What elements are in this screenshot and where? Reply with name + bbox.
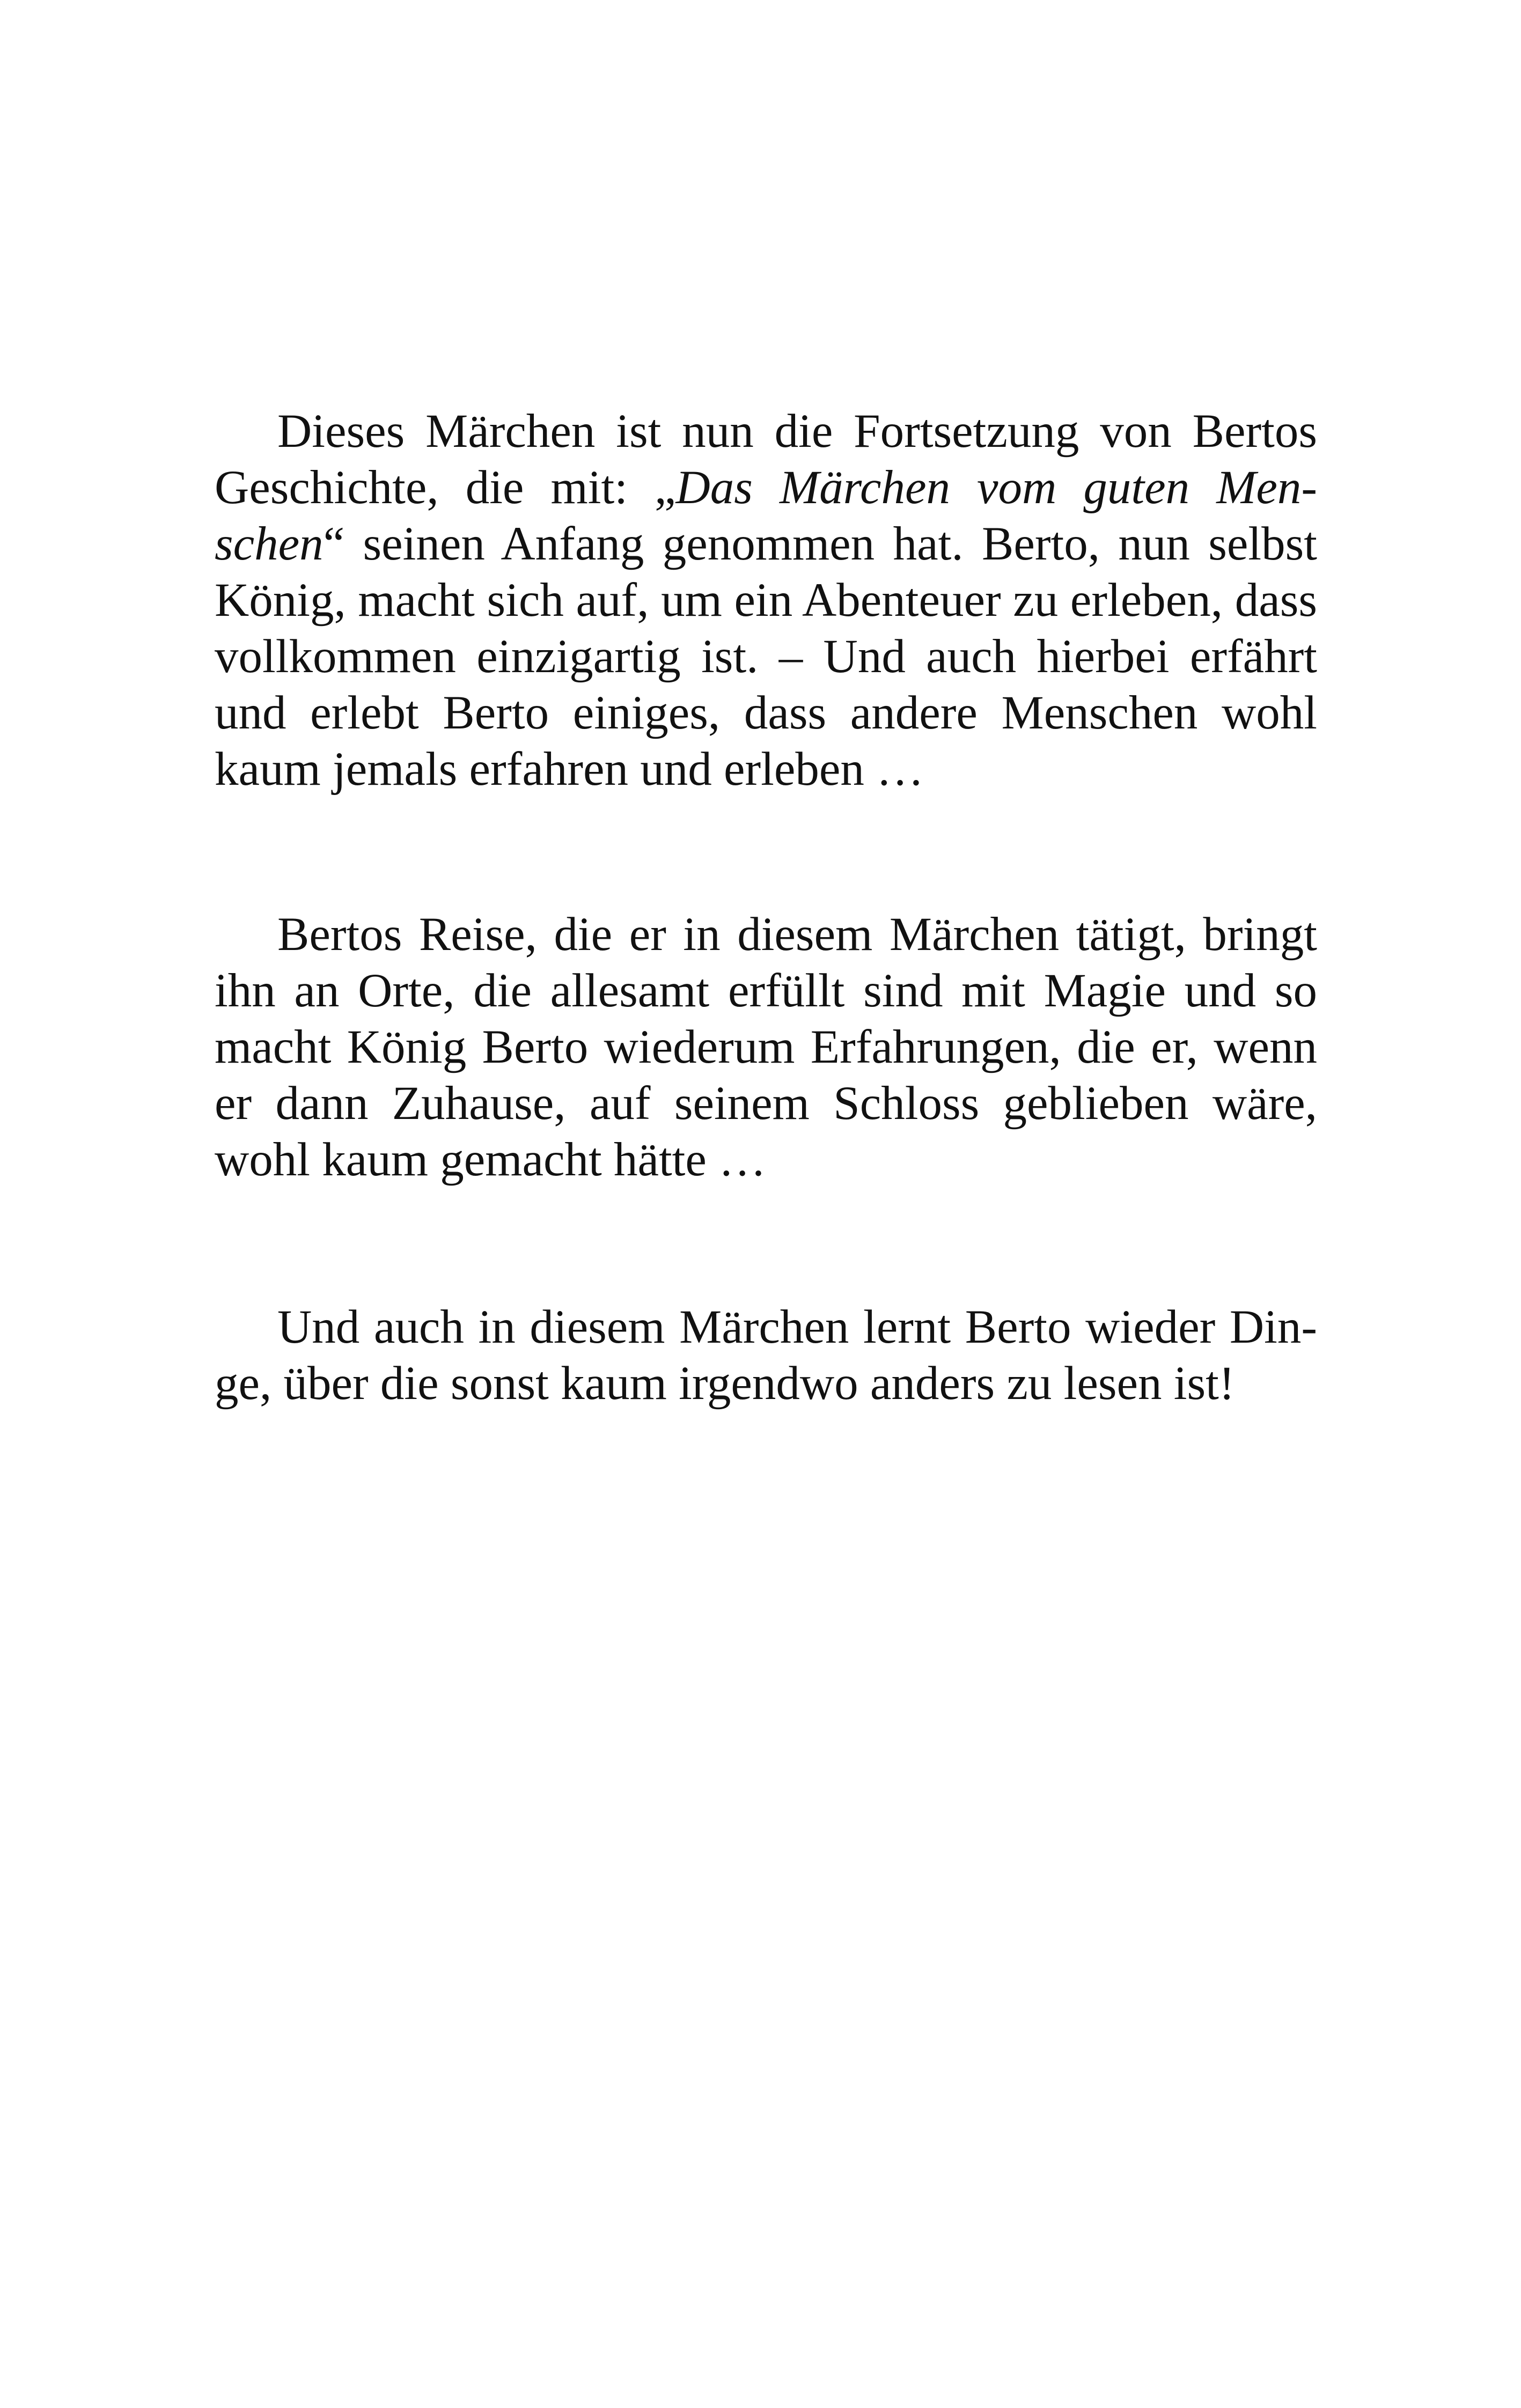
book-title-italic-end: schen xyxy=(215,518,324,570)
paragraph-2-line-1: Bertos Reise, die er in diesem Märchen tätigt, bringt xyxy=(277,908,1317,961)
paragraph-2-line-2: ihn an Orte, die allesamt erfüllt sind mit Magie und so xyxy=(215,964,1317,1017)
book-title-italic: Das Märchen vom guten Men- xyxy=(675,461,1318,514)
paragraph-1 xyxy=(215,403,1317,798)
paragraph-1-line-3 xyxy=(215,516,1317,572)
paragraph-1-line-3-text: “ seinen Anfang genommen hat. Berto, nun selbst xyxy=(323,518,1317,570)
paragraph-1-line-2-text: Geschichte, die mit: „ xyxy=(215,461,676,514)
paragraph-1-line-1: Dieses Märchen ist nun die Fortsetzung von Bertos xyxy=(277,405,1317,458)
paragraph-3-line-1: Und auch in diesem Märchen lernt Berto wieder Din- xyxy=(277,1301,1317,1353)
paragraph-1-line-6: und erlebt Berto einiges, dass andere Menschen wohl xyxy=(215,687,1317,739)
paragraph-2-line-4: er dann Zuhause, auf seinem Schloss geblieben wäre, xyxy=(215,1077,1317,1130)
paragraph-1-line-5: vollkommen einzigartig ist. – Und auch hierbei erfährt xyxy=(215,630,1317,683)
paragraph-3-line-2: ge, über die sonst kaum irgendwo anders zu lesen ist! xyxy=(215,1357,1235,1410)
paragraph-3 xyxy=(215,1299,1317,1412)
paragraph-1-line-4: König, macht sich auf, um ein Abenteuer zu erleben, dass xyxy=(215,574,1317,627)
paragraph-2-line-3: macht König Berto wiederum Erfahrungen, die er, wenn xyxy=(215,1021,1317,1073)
paragraph-1-line-2 xyxy=(215,460,1317,516)
paragraph-2-line-5: wohl kaum gemacht hätte … xyxy=(215,1133,767,1186)
paragraph-2 xyxy=(215,907,1317,1188)
paragraph-1-line-7: kaum jemals erfahren und erleben … xyxy=(215,743,924,796)
